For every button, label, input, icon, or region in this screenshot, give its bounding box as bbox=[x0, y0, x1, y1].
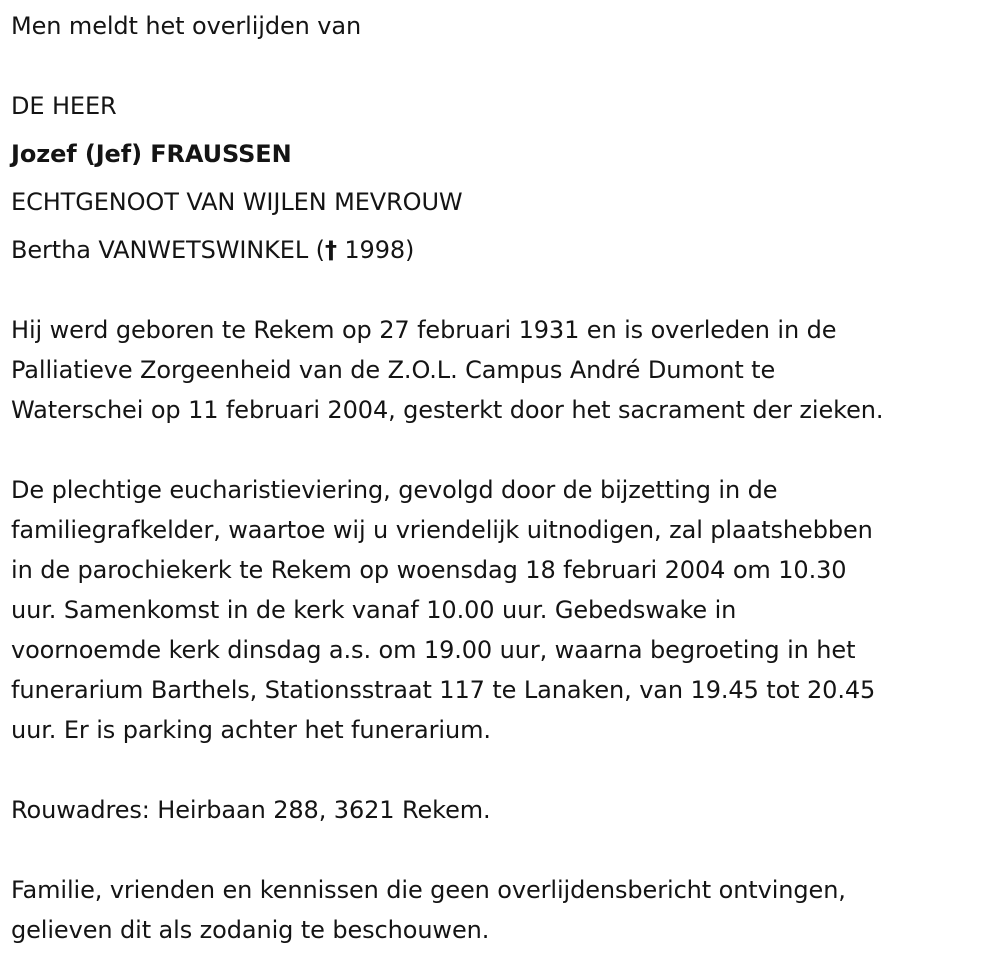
paragraph-line: Hij werd geboren te Rekem op 27 februari 1931 en is overleden in de bbox=[11, 316, 837, 344]
intro-text: Men meldt het overlijden van bbox=[11, 12, 362, 40]
deceased-name: Jozef (Jef) FRAUSSEN bbox=[11, 140, 292, 168]
spouse-death-year: 1998) bbox=[344, 236, 415, 264]
paragraph-line: De plechtige eucharistieviering, gevolgd door de bijzetting in de bbox=[11, 476, 778, 504]
paragraph-line: funerarium Barthels, Stationsstraat 117 te Lanaken, van 19.45 tot 20.45 bbox=[11, 676, 876, 704]
paragraph-line: voornoemde kerk dinsdag a.s. om 19.00 uur, waarna begroeting in het bbox=[11, 636, 856, 664]
paragraph-line: uur. Er is parking achter het funerarium. bbox=[11, 716, 491, 744]
mourning-address bbox=[11, 790, 996, 830]
paragraph-line: in de parochiekerk te Rekem op woensdag 18 februari 2004 om 10.30 bbox=[11, 556, 847, 584]
ceremony-paragraph bbox=[11, 470, 996, 750]
spouse-line bbox=[11, 236, 414, 264]
paragraph-line: Waterschei op 11 februari 2004, gesterkt door het sacrament der zieken. bbox=[11, 396, 884, 424]
paragraph-line: familiegrafkelder, waartoe wij u vriendelijk uitnodigen, zal plaatshebben bbox=[11, 516, 873, 544]
closing-paragraph bbox=[11, 870, 996, 950]
paragraph-line: Familie, vrienden en kennissen die geen overlijdensbericht ontvingen, bbox=[11, 876, 846, 904]
title-line: DE HEER bbox=[11, 92, 117, 120]
birth-death-paragraph bbox=[11, 310, 996, 430]
paragraph-line: Palliatieve Zorgeenheid van de Z.O.L. Campus André Dumont te bbox=[11, 356, 776, 384]
paragraph-line: gelieven dit als zodanig te beschouwen. bbox=[11, 916, 490, 944]
spouse-name: Bertha VANWETSWINKEL ( bbox=[11, 236, 325, 264]
address-line: Rouwadres: Heirbaan 288, 3621 Rekem. bbox=[11, 796, 491, 824]
spouse-label: ECHTGENOOT VAN WIJLEN MEVROUW bbox=[11, 188, 463, 216]
cross-icon: † bbox=[324, 236, 337, 264]
paragraph-line: uur. Samenkomst in de kerk vanaf 10.00 uur. Gebedswake in bbox=[11, 596, 737, 624]
